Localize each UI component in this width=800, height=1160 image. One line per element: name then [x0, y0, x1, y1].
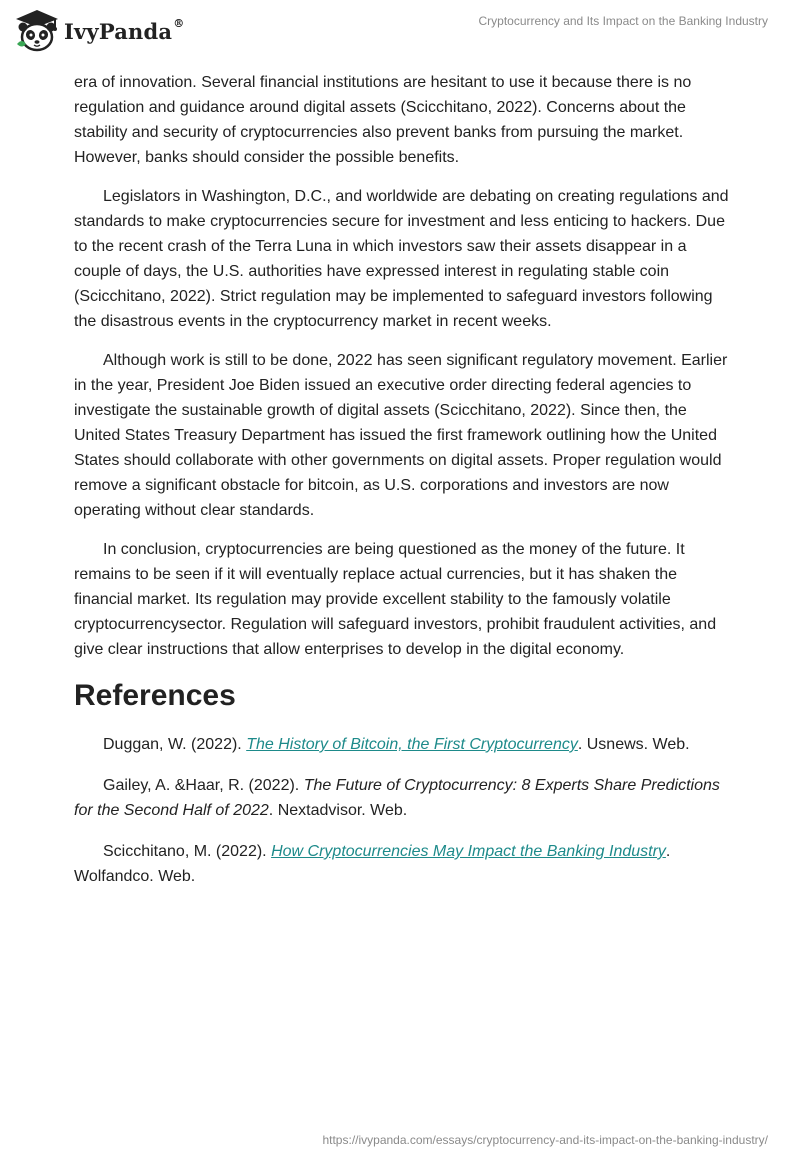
reference-title: The Future of Cryptocurrency: 8 Experts Share Predictions for the Second Half of 2022	[74, 777, 720, 819]
reference-item: Duggan, W. (2022). The History of Bitcoin, the First Cryptocurrency. Usnews. Web.	[103, 736, 690, 753]
document-title: Cryptocurrency and Its Impact on the Banking Industry	[478, 14, 768, 28]
reference-link[interactable]: The History of Bitcoin, the First Cryptocurrency	[246, 736, 578, 753]
brand-name: IvyPanda®	[64, 16, 185, 44]
source-url: https://ivypanda.com/essays/cryptocurrency-and-its-impact-on-the-banking-industry/	[322, 1133, 768, 1147]
panda-logo-icon	[14, 8, 60, 54]
body-paragraph: Although work is still to be done, 2022 has seen significant regulatory movement. Earlier in the year, President Joe Biden issued an executive order directing federal agencies to investigate the sustainable growth of digital assets (Scicchitano, 2022). Since then, the United States Treasury Department has issued the first framework outlining how the United States should collaborate with other governments on digital assets. Proper regulation would remove a significant obstacle for bitcoin, as U.S. corporations and investors are now operating without clear standards.	[74, 352, 728, 519]
reference-item: Scicchitano, M. (2022). How Cryptocurrencies May Impact the Banking Industry. Wolfandco. Web.	[74, 843, 671, 885]
body-paragraph: Legislators in Washington, D.C., and worldwide are debating on creating regulations and standards to make cryptocurrencies secure for investment and less enticing to hackers. Due to the recent crash of the Terra Luna in which investors saw their assets disappear in a couple of days, the U.S. authorities have expressed interest in regulating stable coin (Scicchitano, 2022). Strict regulation may be implemented to safeguard investors following the disastrous events in the cryptocurrency market in recent weeks.	[74, 188, 729, 330]
reference-item: Gailey, A. &Haar, R. (2022). The Future of Cryptocurrency: 8 Experts Share Predictions for the Second Half of 2022. Nextadvisor. Web.	[74, 777, 720, 819]
body-paragraph: In conclusion, cryptocurrencies are being questioned as the money of the future. It remains to be seen if it will eventually replace actual currencies, but it has shaken the financial market. Its regulation may provide excellent stability to the famously volatile cryptocurrencysector. Regulation will safeguard investors, prohibit fraudulent activities, and give clear instructions that allow enterprises to develop in the digital economy.	[74, 541, 717, 658]
body-paragraph: era of innovation. Several financial institutions are hesitant to use it because there is no regulation and guidance around digital assets (Scicchitano, 2022). Concerns about the stability and security of cryptocurrencies also prevent banks from pursuing the market. However, banks should consider the possible benefits.	[74, 74, 692, 166]
brand-logo[interactable]	[14, 8, 184, 54]
registered-mark: ®	[173, 16, 185, 30]
reference-link[interactable]: How Cryptocurrencies May Impact the Banking Industry	[271, 843, 666, 860]
page-header	[0, 0, 800, 70]
references-heading: References	[74, 679, 236, 712]
essay-content	[74, 70, 734, 905]
